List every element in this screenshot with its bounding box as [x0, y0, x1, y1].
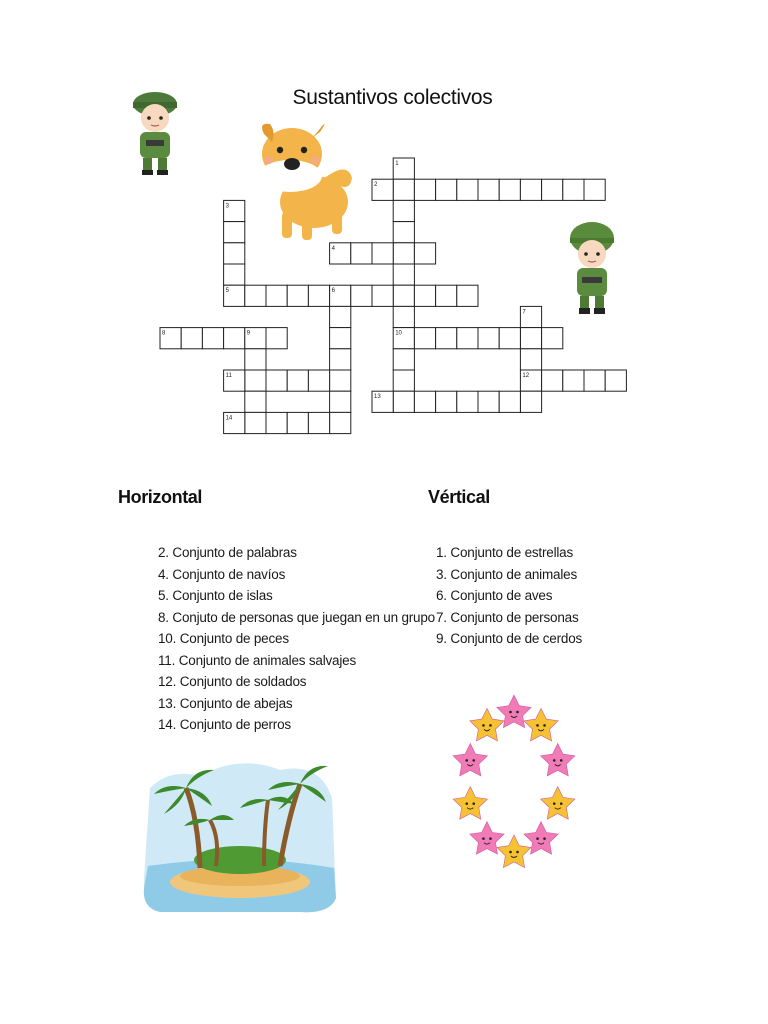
grid-cell[interactable] — [478, 179, 499, 200]
grid-cell[interactable] — [563, 370, 584, 391]
grid-cell[interactable] — [414, 391, 435, 412]
crossword-grid — [0, 0, 768, 480]
grid-cell[interactable] — [520, 349, 541, 370]
across-clue: 12. Conjunto de soldados — [158, 674, 307, 689]
grid-cell[interactable] — [478, 391, 499, 412]
clue-number: 10 — [395, 330, 402, 337]
grid-cell[interactable] — [372, 285, 393, 306]
clue-number: 2 — [374, 182, 378, 189]
grid-cell[interactable] — [414, 285, 435, 306]
grid-cell[interactable] — [499, 328, 520, 349]
soldier-top-left-icon — [128, 90, 182, 176]
grid-cell[interactable] — [605, 370, 626, 391]
grid-cell[interactable] — [414, 179, 435, 200]
across-clue: 10. Conjunto de peces — [158, 631, 289, 646]
grid-cell[interactable] — [393, 264, 414, 285]
grid-cell[interactable] — [245, 391, 266, 412]
star-ring-icon — [448, 688, 580, 878]
clue-number: 13 — [374, 394, 381, 401]
clue-number: 8 — [162, 330, 166, 337]
soldier-right-icon — [566, 220, 618, 316]
grid-cell[interactable] — [393, 285, 414, 306]
down-clue-list — [436, 542, 582, 650]
grid-cell[interactable] — [436, 285, 457, 306]
across-clue: 14. Conjunto de perros — [158, 717, 291, 732]
across-clue: 13. Conjunto de abejas — [158, 695, 293, 711]
grid-cell[interactable] — [499, 391, 520, 412]
down-clue: 3. Conjunto de animales — [436, 566, 577, 582]
grid-cell[interactable] — [330, 412, 351, 433]
grid-cell[interactable] — [266, 370, 287, 391]
grid-cell[interactable] — [457, 179, 478, 200]
down-heading: Vértical — [428, 487, 490, 507]
clue-number: 5 — [225, 288, 229, 295]
grid-cell[interactable] — [266, 412, 287, 433]
grid-cell[interactable] — [563, 179, 584, 200]
clue-number: 6 — [331, 288, 335, 295]
grid-cell[interactable] — [520, 179, 541, 200]
grid-cell[interactable] — [330, 370, 351, 391]
grid-cell[interactable] — [266, 285, 287, 306]
grid-cell[interactable] — [584, 179, 605, 200]
grid-cell[interactable] — [436, 328, 457, 349]
grid-cell[interactable] — [393, 391, 414, 412]
grid-cell[interactable] — [245, 370, 266, 391]
clue-number: 4 — [331, 245, 335, 252]
grid-cell[interactable] — [287, 412, 308, 433]
grid-cell[interactable] — [478, 328, 499, 349]
grid-cell[interactable] — [457, 391, 478, 412]
grid-cell[interactable] — [181, 328, 202, 349]
across-clue: 8. Conjuto de personas que juegan en un grupo — [158, 609, 435, 625]
dog-icon — [252, 120, 360, 242]
grid-cell[interactable] — [330, 391, 351, 412]
grid-cell[interactable] — [245, 349, 266, 370]
grid-cell[interactable] — [308, 370, 329, 391]
grid-cell[interactable] — [393, 179, 414, 200]
grid-cell[interactable] — [393, 200, 414, 221]
clue-number: 9 — [246, 330, 251, 337]
down-clue: 1. Conjunto de estrellas — [436, 545, 574, 560]
grid-cell[interactable] — [393, 370, 414, 391]
clue-number: 1 — [395, 161, 399, 167]
clue-number: 3 — [225, 203, 229, 210]
across-clue-list — [158, 542, 435, 736]
grid-cell[interactable] — [542, 179, 563, 200]
grid-cell[interactable] — [351, 285, 372, 306]
grid-cell[interactable] — [372, 243, 393, 264]
grid-cell[interactable] — [224, 264, 245, 285]
down-clue: 6. Conjunto de aves — [436, 588, 553, 603]
across-heading: Horizontal — [118, 487, 202, 507]
grid-cell[interactable] — [245, 285, 266, 306]
across-clue: 5. Conjunto de islas — [158, 588, 273, 603]
grid-cell[interactable] — [436, 391, 457, 412]
across-clue: 2. Conjunto de palabras — [158, 545, 297, 560]
down-clue: 7. Conjunto de personas — [436, 609, 579, 625]
down-clue: 9. Conjunto de de cerdos — [436, 631, 583, 646]
grid-cell[interactable] — [393, 349, 414, 370]
tropical-island-icon — [140, 748, 338, 916]
clue-number: 11 — [225, 373, 232, 379]
grid-cell[interactable] — [330, 306, 351, 327]
grid-cell[interactable] — [393, 243, 414, 264]
grid-cell[interactable] — [224, 328, 245, 349]
clue-number: 12 — [522, 373, 530, 379]
grid-cell[interactable] — [266, 328, 287, 349]
grid-cell[interactable] — [245, 412, 266, 433]
grid-cell[interactable] — [308, 285, 329, 306]
grid-cell[interactable] — [542, 370, 563, 391]
grid-cell[interactable] — [224, 243, 245, 264]
grid-cell[interactable] — [330, 349, 351, 370]
grid-cell[interactable] — [393, 222, 414, 243]
grid-cell[interactable] — [202, 328, 223, 349]
grid-cell[interactable] — [393, 306, 414, 327]
grid-cell[interactable] — [351, 243, 372, 264]
grid-cell[interactable] — [520, 391, 541, 412]
grid-cell[interactable] — [542, 328, 563, 349]
grid-cell[interactable] — [457, 328, 478, 349]
grid-cell[interactable] — [414, 328, 435, 349]
across-clue: 4. Conjunto de navíos — [158, 566, 286, 582]
grid-cell[interactable] — [330, 328, 351, 349]
grid-cell[interactable] — [457, 285, 478, 306]
clue-number: 7 — [522, 309, 526, 316]
page-title: Sustantivos colectivos — [292, 86, 493, 109]
grid-cell[interactable] — [499, 179, 520, 200]
grid-cell[interactable] — [584, 370, 605, 391]
grid-cell[interactable] — [287, 285, 308, 306]
grid-cell[interactable] — [287, 370, 308, 391]
grid-cell[interactable] — [308, 412, 329, 433]
clue-number: 14 — [225, 415, 233, 422]
across-clue: 11. Conjunto de animales salvajes — [158, 652, 357, 668]
grid-cell[interactable] — [414, 243, 435, 264]
grid-cell[interactable] — [436, 179, 457, 200]
grid-cell[interactable] — [224, 222, 245, 243]
grid-cell[interactable] — [520, 328, 541, 349]
